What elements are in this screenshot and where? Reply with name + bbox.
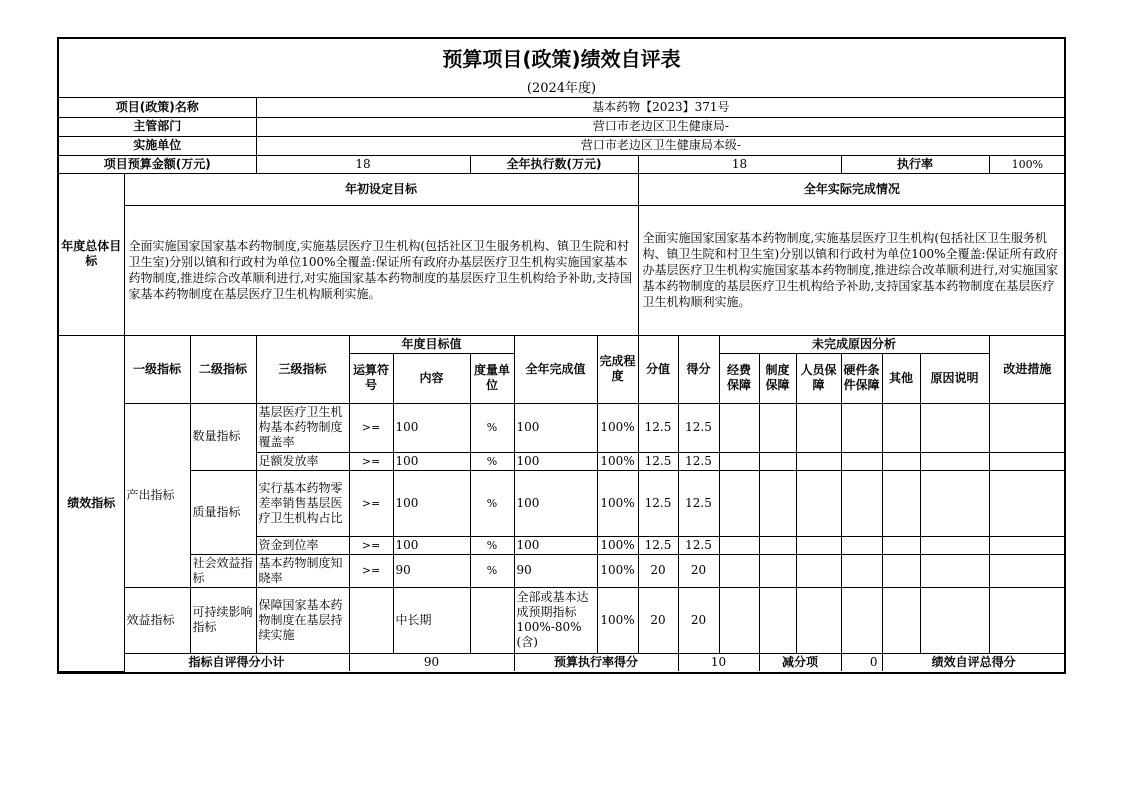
reason-cell [841, 452, 882, 470]
annual-goal-label: 年度总体目标 [59, 173, 124, 335]
subtotal-value: 90 [349, 653, 514, 671]
indicators-label: 绩效指标 [59, 335, 124, 671]
indicator-actual: 100 [514, 403, 597, 452]
budget-score-value: 10 [678, 653, 759, 671]
reason-cell [920, 554, 989, 587]
dept-value: 营口市老边区卫生健康局- [256, 117, 1065, 136]
indicator-got: 20 [678, 554, 719, 587]
reason-cell [719, 470, 759, 536]
header-improve: 改进措施 [989, 335, 1065, 403]
indicator-score: 20 [638, 554, 678, 587]
reason-cell [759, 403, 796, 452]
budget-value: 18 [256, 155, 470, 173]
initial-goal-text: 全面实施国家国家基本药物制度,实施基层医疗卫生机构(包括社区卫生服务机构、镇卫生院和村卫生室)分别以镇和行政村为单位100%全覆盖:保证所有政府办基层医疗卫生机构实施国家基本药物制度,推进综合改革顺利进行,对实施国家基本药物制度的基层医疗卫生机构给予补助,支持国家基本药物制度在基层医疗卫生机构顺利实施。 [124, 205, 638, 335]
indicator-unit: % [470, 470, 514, 536]
reason-cell [920, 452, 989, 470]
exec-value: 18 [638, 155, 841, 173]
reason-cell [796, 587, 841, 653]
indicator-content: 100 [393, 452, 470, 470]
indicator-score: 12.5 [638, 536, 678, 554]
indicator-got: 12.5 [678, 536, 719, 554]
dept-label: 主管部门 [59, 117, 256, 136]
improve-cell [989, 587, 1065, 653]
reason-cell [759, 554, 796, 587]
header-level2: 二级指标 [190, 335, 256, 403]
improve-cell [989, 536, 1065, 554]
reason-cell [841, 554, 882, 587]
unit-label: 实施单位 [59, 136, 256, 155]
indicator-actual: 全部或基本达成预期指标100%-80%(含) [514, 587, 597, 653]
group-quality: 质量指标 [190, 470, 256, 554]
header-reason-desc: 原因说明 [920, 353, 989, 403]
reason-cell [719, 403, 759, 452]
reason-cell [719, 536, 759, 554]
indicator-got: 12.5 [678, 452, 719, 470]
indicator-score: 12.5 [638, 403, 678, 452]
indicator-completion: 100% [597, 452, 638, 470]
indicator-score: 20 [638, 587, 678, 653]
exec-label: 全年执行数(万元) [470, 155, 638, 173]
reason-cell [882, 403, 920, 452]
header-annual-target: 年度目标值 [349, 335, 514, 353]
indicator-unit [470, 587, 514, 653]
indicator-completion: 100% [597, 403, 638, 452]
improve-cell [989, 452, 1065, 470]
rate-label: 执行率 [841, 155, 989, 173]
reason-cell [920, 587, 989, 653]
indicator-completion: 100% [597, 554, 638, 587]
header-got: 得分 [678, 335, 719, 403]
reason-cell [920, 536, 989, 554]
header-reason-staff: 人员保障 [796, 353, 841, 403]
indicator-name: 实行基本药物零差率销售基层医疗卫生机构占比 [256, 470, 349, 536]
improve-cell [989, 554, 1065, 587]
header-reason-group: 未完成原因分析 [719, 335, 989, 353]
reason-cell [841, 403, 882, 452]
indicator-actual: 100 [514, 452, 597, 470]
reason-cell [882, 470, 920, 536]
actual-goal-header: 全年实际完成情况 [638, 173, 1065, 205]
reason-cell [719, 452, 759, 470]
reason-cell [796, 403, 841, 452]
indicator-got: 20 [678, 587, 719, 653]
header-reason-funding: 经费保障 [719, 353, 759, 403]
indicator-op: >= [349, 470, 393, 536]
reason-cell [796, 470, 841, 536]
indicator-op: >= [349, 452, 393, 470]
indicator-content: 中长期 [393, 587, 470, 653]
indicator-content: 100 [393, 536, 470, 554]
indicator-content: 100 [393, 403, 470, 452]
indicator-name: 足额发放率 [256, 452, 349, 470]
header-unit: 度量单位 [470, 353, 514, 403]
actual-goal-text: 全面实施国家国家基本药物制度,实施基层医疗卫生机构(包括社区卫生服务机构、镇卫生院和村卫生室)分别以镇和行政村为单位100%全覆盖:保证所有政府办基层医疗卫生机构实施国家基本药物制度,推进综合改革顺利进行,对实施国家基本药物制度的基层医疗卫生机构给予补助,支持国家基本药物制度在基层医疗卫生机构顺利实施。 [638, 205, 1065, 335]
deduct-value: 0 [841, 653, 882, 671]
indicator-actual: 90 [514, 554, 597, 587]
indicator-score: 12.5 [638, 452, 678, 470]
reason-cell [841, 587, 882, 653]
indicator-actual: 100 [514, 536, 597, 554]
indicator-name: 基层医疗卫生机构基本药物制度覆盖率 [256, 403, 349, 452]
indicator-name: 保障国家基本药物制度在基层持续实施 [256, 587, 349, 653]
indicator-name: 资金到位率 [256, 536, 349, 554]
indicator-unit: % [470, 536, 514, 554]
indicator-completion: 100% [597, 536, 638, 554]
indicator-got: 12.5 [678, 470, 719, 536]
header-score: 分值 [638, 335, 678, 403]
indicator-content: 90 [393, 554, 470, 587]
rate-value: 100% [989, 155, 1065, 173]
reason-cell [882, 554, 920, 587]
reason-cell [882, 587, 920, 653]
evaluation-table [59, 98, 1065, 672]
reason-cell [882, 452, 920, 470]
indicator-content: 100 [393, 470, 470, 536]
reason-cell [759, 470, 796, 536]
indicator-completion: 100% [597, 587, 638, 653]
indicator-name: 基本药物制度知晓率 [256, 554, 349, 587]
group-social: 社会效益指标 [190, 554, 256, 587]
reason-cell [796, 554, 841, 587]
header-operator: 运算符号 [349, 353, 393, 403]
indicator-op: >= [349, 554, 393, 587]
indicator-got: 12.5 [678, 403, 719, 452]
reason-cell [920, 403, 989, 452]
initial-goal-header: 年初设定目标 [124, 173, 638, 205]
form-title: 预算项目(政策)绩效自评表 [442, 46, 681, 71]
group-benefit: 效益指标 [124, 587, 190, 653]
header-level3: 三级指标 [256, 335, 349, 403]
subtotal-label: 指标自评得分小计 [124, 653, 349, 671]
project-name-label: 项目(政策)名称 [59, 98, 256, 117]
reason-cell [841, 470, 882, 536]
indicator-unit: % [470, 403, 514, 452]
indicator-op: >= [349, 403, 393, 452]
reason-cell [796, 452, 841, 470]
header-level1: 一级指标 [124, 335, 190, 403]
reason-cell [759, 536, 796, 554]
total-label: 绩效自评总得分 [882, 653, 1065, 671]
header-reason-hardware: 硬件条件保障 [841, 353, 882, 403]
group-quantity: 数量指标 [190, 403, 256, 470]
indicator-score: 12.5 [638, 470, 678, 536]
budget-label: 项目预算金额(万元) [59, 155, 256, 173]
header-content: 内容 [393, 353, 470, 403]
evaluation-form [57, 37, 1066, 674]
project-name-value: 基本药物【2023】371号 [256, 98, 1065, 117]
improve-cell [989, 403, 1065, 452]
reason-cell [719, 587, 759, 653]
reason-cell [841, 536, 882, 554]
header-reason-other: 其他 [882, 353, 920, 403]
indicator-op [349, 587, 393, 653]
header-completion: 完成程度 [597, 335, 638, 403]
budget-score-label: 预算执行率得分 [514, 653, 678, 671]
group-sustain: 可持续影响指标 [190, 587, 256, 653]
header-actual: 全年完成值 [514, 335, 597, 403]
indicator-actual: 100 [514, 470, 597, 536]
improve-cell [989, 470, 1065, 536]
reason-cell [759, 587, 796, 653]
indicator-op: >= [349, 536, 393, 554]
deduct-label: 减分项 [759, 653, 841, 671]
unit-value: 营口市老边区卫生健康局本级- [256, 136, 1065, 155]
indicator-unit: % [470, 554, 514, 587]
form-subtitle: (2024年度) [59, 75, 1064, 98]
reason-cell [759, 452, 796, 470]
indicator-completion: 100% [597, 470, 638, 536]
reason-cell [882, 536, 920, 554]
reason-cell [920, 470, 989, 536]
reason-cell [796, 536, 841, 554]
reason-cell [719, 554, 759, 587]
group-output: 产出指标 [124, 403, 190, 587]
indicator-unit: % [470, 452, 514, 470]
header-reason-system: 制度保障 [759, 353, 796, 403]
